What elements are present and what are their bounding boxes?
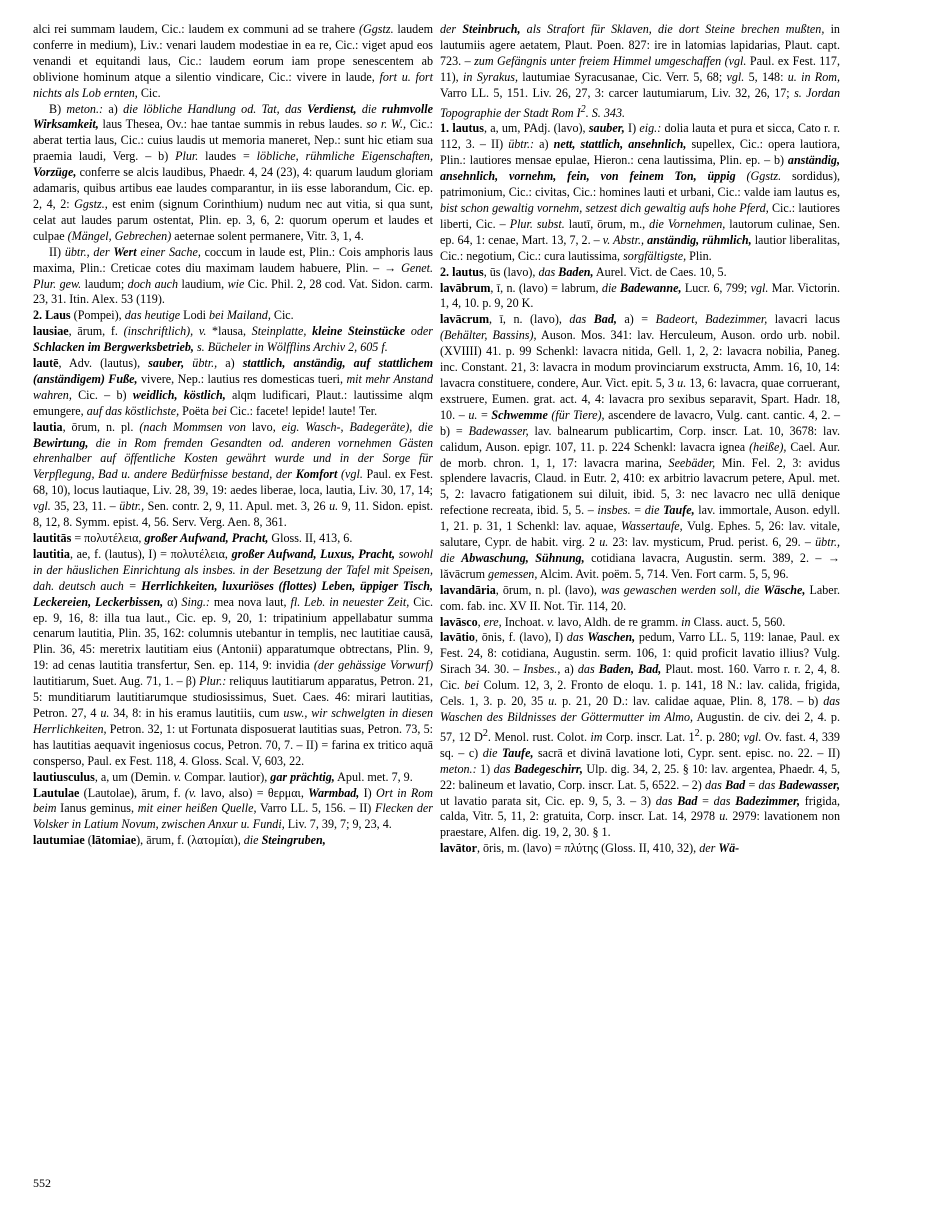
dictionary-entry: 1. lautus, a, um, PAdj. (lavo), sauber, I) eig.: dolia lauta et pura et sicca, Cato r. r. 112, 3. – II) übtr.: a) nett, stattlich, ansehnlich, supellex, Cic.: opera lautiora, Plin.: lautiores mensae epulae, Hieron.: cena lautissima, Plin. ep. – b) anständig, ansehnlich, vornehm, fein, von feinem Ton, üppig (Ggstz. sordidus), patrimonium, Cic.: civitas, Cic.: homines lauti et urbani, Cic.: valde iam lautus es, bist schon gewaltig vornehm, setzest dich gewaltig aufs hohe Pferd, Cic.: lautiores liberti, Cic. – Plur. subst. lautī, ōrum, m., die Vornehmen, lautorum culinae, Sen. ep. 64, 1: cenae, Mart. 13, 7, 2. – v. Abstr., anständig, rühmlich, lautior liberalitas, Cic.: negotium, Cic.: cura lautissima, sorgfältigste, Plin. <box>440 121 841 263</box>
paragraph: II) übtr., der Wert einer Sache, coccum in laude est, Plin.: Cois amphoris laus maxima, Plin.: Creticae cotes diu maximam laudem habuere, Plin. – → Genet. Plur. gew. laudum; doch auch laudium, wie Cic. Phil. 2, 28 cod. Vat. Sidon. carm. 23, 31. Itin. Alex. 53 (119). <box>33 244 433 307</box>
paragraph: alci rei summam laudem, Cic.: laudem ex communi ad se trahere (Ggstz. laudem conferre in medium), Liv.: venari laudem modestiae in ea re, Cic.: viget apud eos venandi et equitandi laus, Cic.: laudem eorum iam prope senescentem ab oblivione hominum atque a silentio vindicare, Cic.: vivere in laude, fort u. fort nichts als Lob ernten, Cic. <box>33 22 433 100</box>
dictionary-entry: lautitia, ae, f. (lautus), I) = πολυτέλεια, großer Aufwand, Luxus, Pracht, sowohl in der häuslichen Einrichtung als insbes. in der Besetzung der Tafel mit Speisen, dah. deutsch auch = Herrlichkeiten, luxuriöses (flottes) Leben, üppiger Tisch, Leckereien, Leckerbissen, α) Sing.: mea nova laut, fl. Leb. in neuester Zeit, Cic. ep. 9, 16, 8: illa tua laut., Cic. ep. 9, 20, 1: tripatinium appellabatur summa cenarum lautitia, Plin. 35, 162: columnis utebantur in templis, nec lautitiae causā, Plin. 36, 45: meretrix lautitiam eius (Antonii) apparatumque obtrectans, Plin. 9, 19: ad cenas lautitia transfertur, Sen. ep. 114, 9: invidia (der gehässige Vorwurf) lautitiarum, Suet. Aug. 71, 1. – β) Plur.: reliquus lautitiarum apparatus, Petron. 21, 5: munditiarum lautitiarumque studiosissimus, Suet. Caes. 46: mirari lautitias, Petron. 27, 4 u. 34, 8: in his eramus lautitiis, cum usw., wir schwelgten in diesen Herrlichkeiten, Petron. 32, 1: ut Fortunata disposuerat lautitias suas, Petron. 73, 5: has lautitias aequavit ingeniosus cocus, Petron. 70, 7. – II) = farina ex tritico aquā consperso, Paul. ex Fest. 118, 4. Gloss. Scal. V, 603, 22. <box>33 546 434 768</box>
right-column <box>440 22 840 857</box>
dictionary-entry: lavātor, ōris, m. (lavo) = πλύτης (Gloss. II, 410, 32), der Wä- <box>440 841 740 856</box>
dictionary-entry: 2. lautus, ūs (lavo), das Baden, Aurel. Vict. de Caes. 10, 5. <box>440 264 727 279</box>
dictionary-entry: lautia, ōrum, n. pl. (nach Mommsen von lavo, eig. Wasch-, Badegeräte), die Bewirtung, die in Rom fremden Gesandten od. anderen vornehmen Gästen ehrenhalber auf öffentliche Kosten gewährt wurde und in der Sorge für Verpflegung, Bad u. andere Bedürfnisse bestand, der Komfort (vgl. Paul. ex Fest. 68, 10), locus lautiaque, Liv. 28, 39, 19: aedes liberae, loca, lautia, Liv. 30, 17, 14; vgl. 35, 23, 11. – übtr., Sen. contr. 2, 9, 11. Apul. met. 3, 26 u. 9, 11. Sidon. epist. 8, 12, 8. Symm. epist. 4, 56. Serv. Verg. Aen. 8, 361. <box>33 419 434 530</box>
dictionary-entry: lautiusculus, a, um (Demin. v. Compar. lautior), gar prächtig, Apul. met. 7, 9. <box>33 769 413 784</box>
page-number: 552 <box>33 1176 51 1190</box>
dictionary-entry: lavābrum, ī, n. (lavo) = labrum, die Badewanne, Lucr. 6, 799; vgl. Mar. Victorin. 1, 4, 10. p. 9, 20 K. <box>440 280 840 311</box>
paragraph: der Steinbruch, als Strafort für Sklaven, die dort Steine brechen mußten, in lautumiis agere aetatem, Plaut. Poen. 827: ire in latomias lapidarias, Plaut. capt. 723. – zum Gefängnis unter freiem Himmel umgeschaffen (vgl. Paul. ex Fest. 117, 11), in Syrakus, lautumiae Syracusanae, Cic. Verr. 5, 68; vgl. 5, 148: u. in Rom, Varro LL. 5, 151. Liv. 26, 27, 3: carcer lautumiarum, Liv. 32, 26, 17; s. Jordan Topographie der Stadt Rom $I^2$. S. 343. <box>440 22 841 120</box>
dictionary-entry: 2. Laus (Pompei), das heutige Lodi bei Mailand, Cic. <box>33 308 294 323</box>
dictionary-entry: Lautulae (Lautolae), ārum, f. (v. lavo, also) = θερμαι, Warmbad, I) Ort in Rom beim Ianus geminus, mit einer heißen Quelle, Varro LL. 5, 156. – II) Flecken der Volsker in Latium Novum, zwischen Anxur u. Fundi, Liv. 7, 39, 7; 9, 23, 4. <box>33 785 434 832</box>
dictionary-entry: lautumiae (lātomiae), ārum, f. (λατομίαι), die Steingruben, <box>33 833 326 848</box>
dictionary-entry: lavandāria, ōrum, n. pl. (lavo), was gewaschen werden soll, die Wäsche, Laber. com. fab. inc. XV II. Not. Tir. 114, 20. <box>440 582 841 613</box>
dictionary-entry: lavāsco, ere, Inchoat. v. lavo, Aldh. de re gramm. in Class. auct. 5, 560. <box>440 614 786 629</box>
dictionary-entry: lautitās = πολυτέλεια, großer Aufwand, Pracht, Gloss. II, 413, 6. <box>33 531 353 545</box>
dictionary-entry: lavācrum, ī, n. (lavo), das Bad, a) = Badeort, Badezimmer, lavacri lacus (Behälter, Bassins), Auson. Mos. 341: lav. Herculeum, Auson. ordo urb. nobil. (XVIIII) 41. p. 99 Schenkl: lavacra nitida, Gell. 1, 2, 2: lavacra nobilia, Paneg. inc. Constant. 21, 3: lavacra in modum provinciarum exstructa, Amm. 16, 10, 14: lavacra constituere, condere, Aur. Vict. epit. 5, 3 u. 13, 6: lavacra, quae corruerant, exstruere, Eumen. grat. act. 4, 4: lavacra pro sexibus separavit, Spart. Hadr. 18, 10. – u. = Schwemme (für Tiere), ascendere de lavacro, Vulg. cant. cantic. 4, 2. – b) = Badewasser, lav. balnearum publicartim, Corp. inscr. Lat. 10, 3678: lav. calidum, Auson. epigr. 107, 11. p. 224 Schenkl: lavacra ignea (heiße), Cael. Aur. de morb. chron. 1, 1, 17: lavacra marina, Seebäder, Min. Fel. 2, 3: avidus splendere lavacris, Claud. in Eutr. 2, 410: ex arbitrio lavacrum petere, Apul. met. 5, 2: lavacro fatigationem sui diluit, ibid. 5, 3: nec lavacro nec ullā denique refectione recreata, ibid. 5, 5. – insbes. = die Taufe, lav. immortale, Auson. edyll. 1, 21. p. 31, 1 Schenkl: lav. aquae, Wassertaufe, Vulg. Ephes. 5, 26: lav. vitale, salutare, Cypr. de habit. virg. 2 u. 23: lav. mysticum, Prud. perist. 6, 29. – übtr., die Abwaschung, Sühnung, cotidiana lavacra, Augustin. serm. 389, 2. – → lăvācrum gemessen, Alcim. Avit. poëm. 5, 714. Ven. Fort carm. 5, 5, 96. <box>440 312 841 581</box>
dictionary-entry: lausiae, ārum, f. (inschriftlich), v. *lausa, Steinplatte, kleine Steinstücke oder Schlacken im Bergwerksbetrieb, s. Bücheler in Wölfflins Archiv 2, 605 f. <box>33 324 433 355</box>
paragraph: B) meton.: a) die löbliche Handlung od. Tat, das Verdienst, die ruhmvolle Wirksamkeit, laus Thesea, Ov.: hae tantae summis in rebus laudes. so r. W., Cic.: aberat tertia laus, Cic.: cuius laudis ut memoria maneret, Nep.: sunt hic etiam sua praemia laudi, Verg. – b) Plur. laudes = löbliche, rühmliche Eigenschaften, Vorzüge, conferre se alcis laudibus, Phaedr. 4, 24 (23), 4: quarum laudum gloriam adamaris, quibus artibus eae laudes comparantur, in iis esse laborandum, Cic. ep. 2, 4, 2: Ggstz., est enim (signum Corinthium) nudum nec aut vitia, si qua sunt, celat aut laudes parum ostentat, Plin. ep. 3, 6, 2: quorum operum et laudes et culpae (Mängel, Gebrechen) aeternae solent permanere, Vitr. 3, 1, 4. <box>33 101 434 243</box>
dictionary-entry: lavātio, ōnis, f. (lavo), I) das Waschen, pedum, Varro LL. 5, 119: lanae, Paul. ex Fest. 24, 8: cotidiana, Augustin. serm. 106, 1: quid proficit lavatio illius? Vulg. Sirach 34. 30. – Insbes., a) das Baden, Bad, Plaut. most. 160. Varro r. r. 2, 4, 8. Cic. bei Colum. 12, 3, 2. Fronto de eloqu. 1. p. 141, 18 N.: lav. calida, frigida, Cels. 1, 3. p. 20, 35 u. p. 21, 20 D.: lav. calidae aquae, Plin. 8, 178. – b) das Waschen des Bildnisses der Göttermutter im Almo, Augustin. de civ. dei 2, 4. p. 57, 12 $D^2$. Menol. rust. Colot. im Corp. inscr. Lat. $1^2$. p. 280; vgl. Ov. fast. 4, 339 sq. – c) die Taufe, sacrā et divinā lavatione loti, Cypr. sent. episc. no. 22. – II) meton.: 1) das Badegeschirr, Ulp. dig. 34, 2, 25. § 10: lav. argentea, Phaedr. 4, 5, 22: balineum et lavatio, Corp. inscr. Lat. 5, 6522. – 2) das Bad = das Badewasser, ut lavatio parata sit, Cic. ep. 9, 5, 3. – 3) das Bad = das Badezimmer, frigida, calda, Vitr. 5, 11, 2: gratuita, Corp. inscr. Lat. 14, 2978 u. 2979: lavationem non praestare, Alfen. dig. 19, 2, 30. § 1. <box>440 630 841 840</box>
left-column <box>33 22 433 849</box>
dictionary-entry: lautē, Adv. (lautus), sauber, übtr., a) stattlich, anständig, auf stattlichem (anständigem) Fuße, vivere, Nep.: lautius res domesticas tueri, mit mehr Anstand wahren, Cic. – b) weidlich, köstlich, alqm ludificari, Plaut.: lautissime alqm emungere, auf das köstlichste, Poëta bei Cic.: facete! lepide! laute! Ter. <box>33 356 434 418</box>
